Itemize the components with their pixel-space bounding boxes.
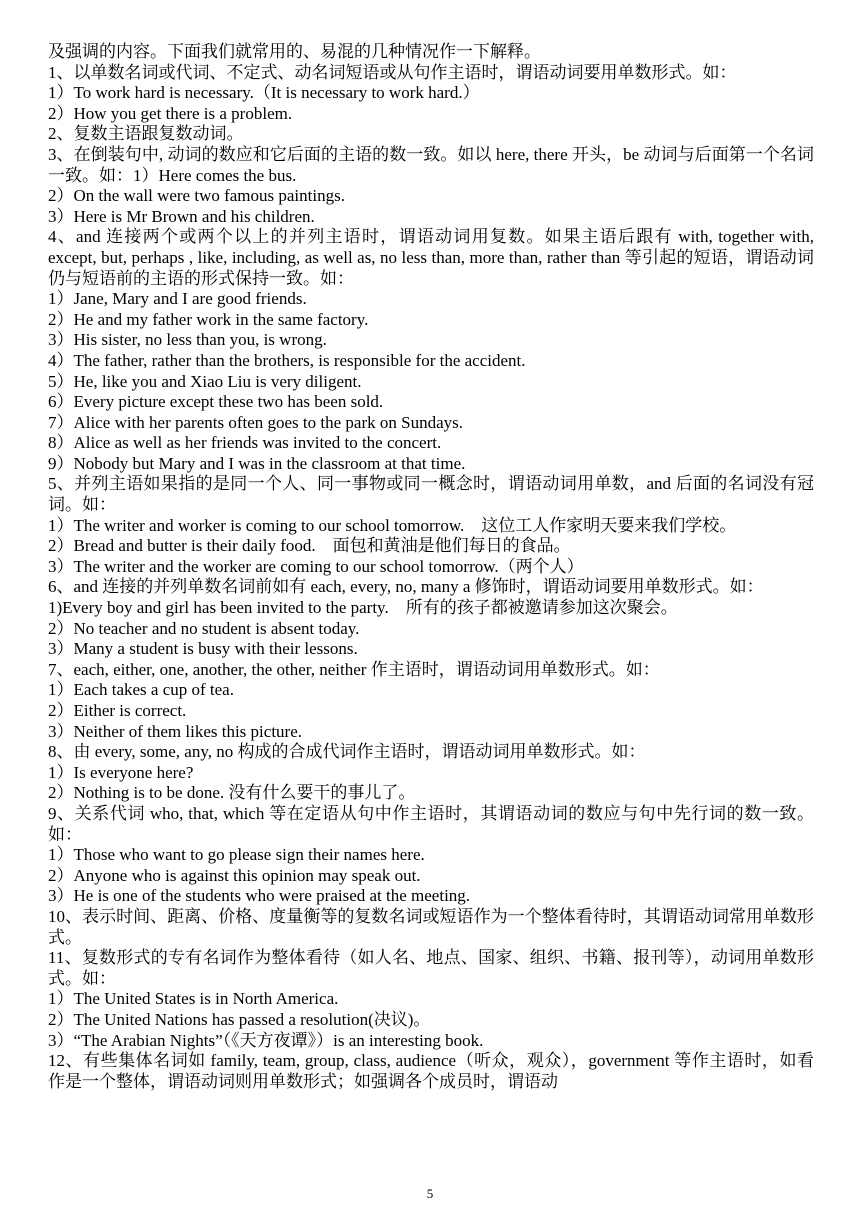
text-line: 4）The father, rather than the brothers, is responsible for the accident. [48, 350, 526, 370]
text-line: 2）No teacher and no student is absent today. [48, 618, 360, 638]
text-line: 1）The United States is in North America. [48, 989, 339, 1009]
text-line: 8、由 every, some, any, no 构成的合成代词作主语时，谓语动词用单数形式。如： [48, 742, 646, 762]
text-line: 12、有些集体名词如 family, team, group, class, audience（听众，观众），government 等作主语时，如看作是一个整体，谓语动词则用单数形式；如强调各个成员时，谓语动 [48, 1051, 814, 1091]
text-line: 2）On the wall were two famous paintings. [48, 186, 345, 206]
text-line: 2、复数主语跟复数动词。 [48, 124, 244, 144]
text-line: 3）Neither of them likes this picture. [48, 721, 302, 741]
text-line: 3）“The Arabian Nights”（《天方夜谭》）is an interesting book. [48, 1030, 484, 1050]
text-line: 3）His sister, no less than you, is wrong. [48, 330, 327, 350]
text-line: 1）Is everyone here? [48, 762, 194, 782]
text-line: 1）To work hard is necessary.（It is necessary to work hard.） [48, 83, 480, 103]
text-line: 1、以单数名词或代词、不定式、动名词短语或从句作主语时，谓语动词要用单数形式。如： [48, 62, 737, 82]
text-line: 8）Alice as well as her friends was invited to the concert. [48, 433, 442, 453]
text-line: 5）He, like you and Xiao Liu is very diligent. [48, 371, 362, 391]
text-line: 2）How you get there is a problem. [48, 103, 293, 123]
text-line: 1）Jane, Mary and I are good friends. [48, 289, 307, 309]
text-line: 2）Nothing is to be done. 没有什么要干的事儿了。 [48, 783, 416, 803]
document-body [48, 42, 819, 1092]
text-line: 6、and 连接的并列单数名词前如有 each, every, no, many a 修饰时，谓语动词要用单数形式。如： [48, 577, 764, 597]
text-line: 10、表示时间、距离、价格、度量衡等的复数名词或短语作为一个整体看待时，其谓语动词常用单数形式。 [48, 906, 814, 947]
text-line: 2）The United Nations has passed a resolution(决议)。 [48, 1009, 431, 1029]
text-line: 5、并列主语如果指的是同一个人、同一事物或同一概念时，谓语动词用单数，and 后面的名词没有冠词。如： [48, 474, 814, 515]
text-line: 2）Bread and butter is their daily food. 面包和黄油是他们每日的食品。 [48, 536, 571, 556]
text-line: 3、在倒装句中, 动词的数应和它后面的主语的数一致。如以 here, there 开头，be 动词与后面第一个名词一致。如：1）Here comes the bus. [48, 144, 814, 185]
text-line: 7）Alice with her parents often goes to the park on Sundays. [48, 412, 463, 432]
text-line: 3）Here is Mr Brown and his children. [48, 206, 315, 226]
text-line: 1）The writer and worker is coming to our school tomorrow. 这位工人作家明天要来我们学校。 [48, 515, 737, 535]
text-line: 1）Those who want to go please sign their names here. [48, 845, 425, 865]
text-line: 3）Many a student is busy with their lessons. [48, 639, 358, 659]
text-line: 4、and 连接两个或两个以上的并列主语时，谓语动词用复数。如果主语后跟有 with, together with, except, but, perhaps , like, including, as well as, no less than, more than, rather than 等引起的短语，谓语动词仍与短语前的主语的形式保持一致。如： [48, 227, 819, 288]
text-line: 3）The writer and the worker are coming to our school tomorrow.（两个人） [48, 556, 584, 576]
text-line: 及强调的内容。下面我们就常用的、易混的几种情况作一下解释。 [48, 42, 541, 61]
text-line: 2）Anyone who is against this opinion may speak out. [48, 865, 421, 885]
text-line: 3）He is one of the students who were praised at the meeting. [48, 886, 471, 906]
text-line: 7、each, either, one, another, the other, neither 作主语时，谓语动词用单数形式。如： [48, 659, 660, 679]
text-line: 11、复数形式的专有名词作为整体看待（如人名、地点、国家、组织、书籍、报刊等），动词用单数形式。如： [48, 948, 814, 988]
text-line: 2）He and my father work in the same factory. [48, 309, 369, 329]
text-line: 1)Every boy and girl has been invited to the party. 所有的孩子都被邀请参加这次聚会。 [48, 598, 678, 618]
text-line: 6）Every picture except these two has been sold. [48, 392, 384, 412]
text-line: 9、关系代词 who, that, which 等在定语从句中作主语时，其谓语动词的数应与句中先行词的数一致。如： [48, 803, 814, 844]
text-line: 2）Either is correct. [48, 701, 187, 720]
text-line: 9）Nobody but Mary and I was in the classroom at that time. [48, 453, 466, 473]
page-number: 5 [426, 1186, 434, 1201]
text-line: 1）Each takes a cup of tea. [48, 680, 234, 700]
